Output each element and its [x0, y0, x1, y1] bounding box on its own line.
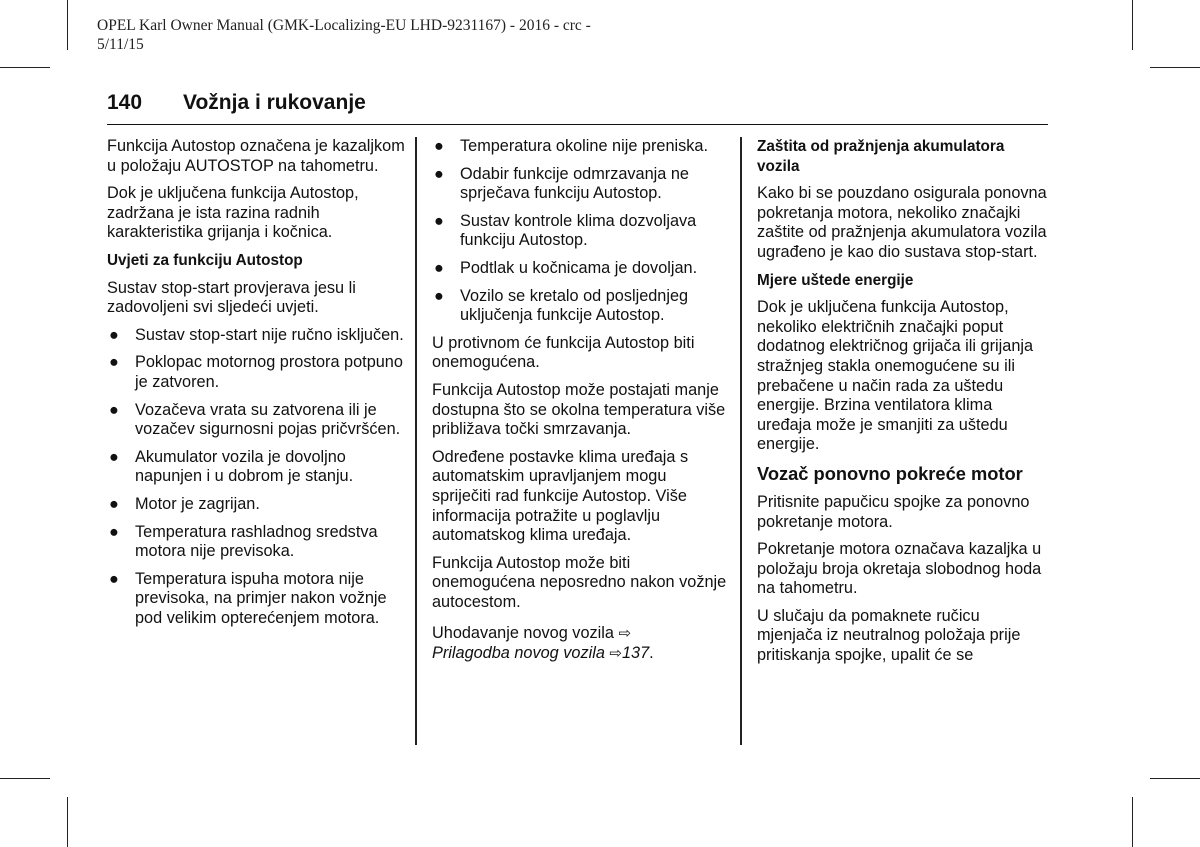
- page-number: 140: [107, 91, 143, 114]
- running-header: [97, 16, 637, 54]
- paragraph: Funkcija Autostop može biti onemogućena neposredno nakon vožnje autocestom.: [432, 553, 727, 611]
- column-divider: [740, 137, 742, 745]
- paragraph: U slučaju da pomaknete ručicu mjenjača iz neutralnog položaja prije pritiskanja spojke, upalit će se: [757, 606, 1021, 665]
- list-item-text: Sustav stop-start nije ručno isključen.: [135, 325, 404, 344]
- reference-arrow-icon: ⇨: [609, 645, 622, 663]
- crop-mark: [1150, 67, 1200, 68]
- column-3: [757, 137, 1049, 674]
- list-item: [107, 448, 407, 487]
- subheading: Mjere uštede energije: [757, 271, 914, 289]
- paragraph: Funkcija Autostop može postajati manje dostupna što se okolna temperatura više približava točki smrzavanja.: [432, 380, 726, 439]
- bullet-icon: ●: [109, 569, 119, 588]
- bullet-icon: ●: [109, 447, 119, 466]
- list-item-text: Akumulator vozila je dovoljno napunjen i u dobrom je stanju.: [135, 447, 354, 486]
- list-item-text: Vozačeva vrata su zatvorena ili je vozačev sigurnosni pojas pričvršćen.: [135, 400, 401, 439]
- paragraph: Određene postavke klima uređaja s automatskim upravljanjem mogu spriječiti rad funkcije Autostop. Više informacija potražite u poglavlju automatskog klima uređaja.: [432, 447, 689, 545]
- crop-mark: [67, 0, 68, 50]
- bullet-icon: ●: [109, 400, 119, 419]
- paragraph: Dok je uključena funkcija Autostop, zadržana je ista razina radnih karakteristika grijanja i kočnica.: [107, 184, 359, 242]
- running-header-line: OPEL Karl Owner Manual (GMK-Localizing-EU LHD-9231167) - 2016 - crc -: [97, 17, 591, 34]
- list-item: [432, 259, 727, 279]
- crop-mark: [1132, 797, 1133, 847]
- bullet-icon: ●: [109, 325, 119, 344]
- crop-mark: [1132, 0, 1133, 50]
- list-item-text: Odabir funkcije odmrzavanja ne sprječava funkciju Autostop.: [460, 164, 689, 203]
- bullet-icon: ●: [434, 286, 444, 305]
- paragraph: Funkcija Autostop označena je kazaljkom u položaju AUTOSTOP na tahometru.: [107, 137, 405, 175]
- subheading: Zaštita od pražnjenja akumulatora vozila: [757, 138, 1005, 175]
- column-2: [432, 137, 727, 672]
- crop-mark: [0, 778, 50, 779]
- list-item: [107, 326, 407, 346]
- bullet-icon: ●: [434, 164, 444, 183]
- list-item-text: Temperatura okoline nije preniska.: [460, 137, 708, 155]
- paragraph: Pritisnite papučicu spojke za ponovno pokretanje motora.: [757, 492, 1030, 531]
- running-header-date: 5/11/15: [97, 36, 144, 53]
- reference-arrow-icon: ⇨: [618, 625, 632, 643]
- column-1: [107, 137, 407, 636]
- list-item-text: Temperatura ispuha motora nije previsoka, na primjer nakon vožnje pod velikim opterećenjem motora.: [135, 569, 387, 627]
- heading: Vozač ponovno pokreće motor: [757, 462, 1023, 484]
- bullet-icon: ●: [434, 137, 444, 155]
- condition-list: [107, 326, 407, 629]
- column-divider: [415, 137, 417, 745]
- list-item: [432, 165, 727, 204]
- list-item: [107, 523, 407, 562]
- bullet-icon: ●: [434, 211, 444, 230]
- section-title: Vožnja i rukovanje: [183, 91, 366, 114]
- list-item: [107, 495, 407, 515]
- subheading: Uvjeti za funkciju Autostop: [107, 251, 303, 269]
- list-item-text: Poklopac motornog prostora potpuno je zatvoren.: [135, 353, 403, 391]
- crop-mark: [67, 797, 68, 847]
- bullet-icon: ●: [109, 522, 119, 541]
- bullet-icon: ●: [109, 353, 119, 372]
- list-item: [107, 570, 407, 629]
- crop-mark: [0, 67, 50, 68]
- paragraph: Kako bi se pouzdano osigurala ponovna pokretanja motora, nekoliko značajki zaštite od pražnjenja akumulatora vozila ugrađeno je kao dio sustava stop-start.: [757, 184, 1047, 261]
- list-item: [432, 137, 727, 157]
- paragraph: Sustav stop-start provjerava jesu li zadovoljeni svi sljedeći uvjeti.: [107, 278, 356, 317]
- list-item-text: Vozilo se kretalo od posljednjeg uključenja funkcije Autostop.: [460, 286, 689, 325]
- paragraph: Dok je uključena funkcija Autostop, nekoliko električnih značajki poput dodatnog električnog grijača ili grijanja stražnjeg stakla onemogućene su ili prebačene u način rada za uštedu energije. Brzina ventilatora klima uređaja može je smanjiti za uštedu energije.: [757, 298, 1034, 454]
- reference-link[interactable]: Prilagodba novog vozila: [432, 644, 605, 663]
- page-header: [107, 90, 1048, 125]
- crop-mark: [1150, 778, 1200, 779]
- list-item: [432, 287, 727, 326]
- list-item: [432, 212, 727, 251]
- paragraph: U protivnom će funkcija Autostop biti onemogućena.: [432, 333, 695, 372]
- paragraph: Pokretanje motora označava kazaljka u položaju broja okretaja slobodnog hoda na tahometru.: [757, 540, 1042, 598]
- bullet-icon: ●: [109, 494, 119, 513]
- bullet-icon: ●: [434, 258, 444, 277]
- condition-list: [432, 137, 727, 326]
- list-item: [107, 401, 407, 440]
- list-item-text: Sustav kontrole klima dozvoljava funkciju Autostop.: [460, 211, 697, 250]
- list-item-text: Podtlak u kočnicama je dovoljan.: [460, 258, 698, 277]
- list-item: [107, 353, 407, 392]
- list-item-text: Motor je zagrijan.: [135, 494, 260, 513]
- reference-period: .: [649, 644, 654, 663]
- list-item-text: Temperatura rashladnog sredstva motora nije previsoka.: [135, 522, 378, 561]
- cross-reference: [432, 624, 727, 663]
- reference-text: Uhodavanje novog vozila: [432, 624, 614, 643]
- reference-page[interactable]: 137: [622, 644, 650, 663]
